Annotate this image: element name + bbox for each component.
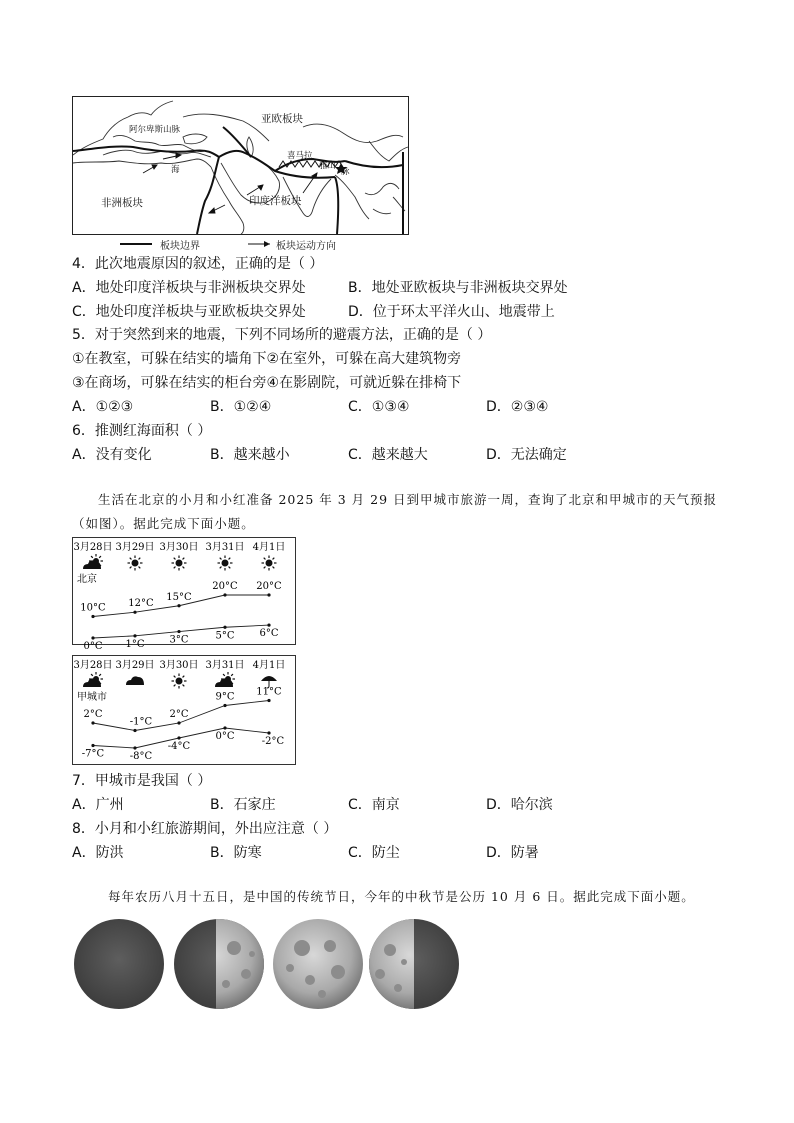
sea-label: 海: [171, 165, 180, 175]
eurasian-plate-label: 亚欧板块: [261, 113, 303, 125]
himalaya-label-1: 喜马拉: [287, 151, 313, 161]
question-4-stem: 4．此次地震原因的叙述，正确的是（ ）: [72, 256, 324, 272]
high-temp-label: 2°C: [169, 709, 189, 720]
question-4-option-c[interactable]: C．地处印度洋板块与亚欧板块交界处: [72, 304, 306, 320]
jiacheng-weather-forecast: [72, 655, 296, 765]
sun-cloud-icon: [215, 672, 235, 687]
low-temp-point: [177, 736, 180, 739]
high-temp-label: 2°C: [83, 709, 103, 720]
forecast-date-label: 3月28日: [73, 660, 113, 671]
question-5-option-a[interactable]: A．①②③: [72, 399, 134, 415]
forecast-date-label: 3月28日: [73, 542, 113, 553]
forecast-date-label: 3月29日: [115, 660, 155, 671]
low-temp-point: [267, 731, 270, 734]
high-temp-point: [267, 593, 270, 596]
question-6-option-c[interactable]: C．越来越大: [348, 447, 428, 463]
forecast-city-label: 甲城市: [77, 692, 107, 703]
question-5-option-d[interactable]: D．②③④: [486, 399, 549, 415]
high-temp-label: 12°C: [128, 598, 154, 610]
low-temp-point: [267, 624, 270, 627]
forecast-date-label: 3月29日: [115, 542, 155, 553]
low-temp-point: [223, 726, 226, 729]
plate-map: [72, 96, 409, 235]
last-quarter-moon-icon: [369, 919, 459, 1009]
high-temp-point: [133, 729, 136, 732]
low-temp-label: 0°C: [83, 641, 103, 652]
high-temp-label: 9°C: [215, 691, 235, 703]
indian-plate-label: 印度洋板块: [249, 195, 302, 207]
high-temp-label: 20°C: [212, 581, 238, 592]
first-quarter-moon-icon: [174, 919, 264, 1009]
himalaya-label-2: 雅山: [319, 161, 337, 171]
low-temp-label: -4°C: [167, 741, 191, 752]
legend-direction-label: 板块运动方向: [276, 241, 336, 252]
question-8-stem: 8．小月和小红旅游期间，外出应注意（ ）: [72, 821, 338, 837]
high-temp-label: 15°C: [166, 591, 192, 603]
low-temp-label: -7°C: [81, 748, 105, 760]
question-4-option-d[interactable]: D．位于环太平洋火山、地震带上: [348, 304, 555, 320]
low-temp-point: [177, 630, 180, 633]
moon-intro-text: 每年农历八月十五日，是中国的传统节日，今年的中秋节是公历 10 月 6 日。据此完成下面小题。: [108, 889, 695, 904]
african-plate-label: 非洲板块: [101, 197, 143, 209]
sun-icon: [262, 556, 277, 571]
himalaya-label-3: 脉: [341, 167, 350, 177]
high-temp-label: 20°C: [256, 581, 282, 592]
low-temp-label: 1°C: [125, 638, 145, 650]
question-7-option-c[interactable]: C．南京: [348, 797, 400, 813]
low-temp-point: [223, 626, 226, 629]
legend-boundary-label: 板块边界: [160, 241, 200, 252]
new-moon-icon: [74, 919, 164, 1009]
forecast-date-label: 4月1日: [252, 660, 286, 671]
sun-icon: [172, 674, 187, 689]
low-temp-label: 3°C: [169, 634, 189, 646]
low-temp-label: -8°C: [129, 751, 153, 762]
question-7-option-d[interactable]: D．哈尔滨: [486, 797, 553, 813]
high-temp-label: -1°C: [129, 716, 153, 728]
question-5-statement-line-1: ①在教室，可躲在结实的墙角下②在室外，可躲在高大建筑物旁: [72, 351, 462, 367]
high-temp-point: [177, 721, 180, 724]
high-temp-point: [267, 699, 270, 702]
question-6-stem: 6．推测红海面积（ ）: [72, 423, 212, 439]
low-temp-label: 6°C: [259, 628, 279, 640]
moon-phases-figure: [74, 918, 464, 1014]
high-temp-label: 10°C: [80, 602, 106, 614]
low-temp-label: 0°C: [215, 731, 235, 742]
low-temp-point: [91, 636, 94, 639]
question-8-option-a[interactable]: A．防洪: [72, 845, 124, 861]
question-6-option-d[interactable]: D．无法确定: [486, 447, 567, 463]
question-8-option-b[interactable]: B．防寒: [210, 845, 262, 861]
high-temp-point: [177, 604, 180, 607]
beijing-weather-chart: [73, 538, 295, 652]
alps-label: 阿尔卑斯山脉: [129, 125, 181, 135]
forecast-city-label: 北京: [77, 574, 97, 585]
forecast-date-label: 3月30日: [159, 542, 199, 553]
low-temp-point: [91, 744, 94, 747]
high-temp-point: [223, 593, 226, 596]
sun-cloud-icon: [83, 672, 103, 687]
question-8-option-c[interactable]: C．防尘: [348, 845, 400, 861]
high-temp-label: 11°C: [256, 686, 282, 698]
sun-cloud-icon: [83, 554, 103, 569]
sun-icon: [172, 556, 187, 571]
sun-icon: [218, 556, 233, 571]
full-moon-icon: [273, 919, 363, 1009]
question-8-option-d[interactable]: D．防暑: [486, 845, 539, 861]
forecast-date-label: 4月1日: [252, 542, 286, 553]
question-5-statement-line-2: ③在商场，可躲在结实的柜台旁④在影剧院，可就近躲在排椅下: [72, 375, 462, 391]
sun-icon: [128, 556, 143, 571]
high-temp-point: [133, 611, 136, 614]
question-5-option-c[interactable]: C．①③④: [348, 399, 410, 415]
question-4-option-a[interactable]: A．地处印度洋板块与非洲板块交界处: [72, 280, 306, 296]
question-7-option-b[interactable]: B．石家庄: [210, 797, 276, 813]
question-7-option-a[interactable]: A．广州: [72, 797, 124, 813]
high-temp-point: [91, 615, 94, 618]
cloud-icon: [126, 676, 144, 685]
plate-map-drawing: [73, 97, 408, 234]
low-temp-label: -2°C: [261, 736, 285, 747]
question-5-option-b[interactable]: B．①②④: [210, 399, 272, 415]
question-6-option-b[interactable]: B．越来越小: [210, 447, 290, 463]
forecast-date-label: 3月30日: [159, 660, 199, 671]
question-6-option-a[interactable]: A．没有变化: [72, 447, 152, 463]
low-temp-label: 5°C: [215, 630, 235, 642]
weather-intro-text: 生活在北京的小月和小红准备 2025 年 3 月 29 日到甲城市旅游一周，查询了北京和甲城市的天气预报（如图）。据此完成下面小题。: [72, 492, 718, 531]
beijing-weather-forecast: [72, 537, 296, 652]
forecast-date-label: 3月31日: [205, 660, 245, 671]
forecast-date-label: 3月31日: [205, 542, 245, 553]
question-7-stem: 7．甲城市是我国（ ）: [72, 773, 212, 789]
high-temp-point: [91, 721, 94, 724]
high-temp-point: [223, 704, 226, 707]
low-temp-point: [133, 746, 136, 749]
jiacheng-weather-chart: [73, 656, 295, 764]
legend-symbols: [120, 237, 380, 251]
question-5-stem: 5．对于突然到来的地震，下列不同场所的避震方法，正确的是（ ）: [72, 327, 492, 343]
question-4-option-b[interactable]: B．地处亚欧板块与非洲板块交界处: [348, 280, 568, 296]
low-temp-point: [133, 634, 136, 637]
